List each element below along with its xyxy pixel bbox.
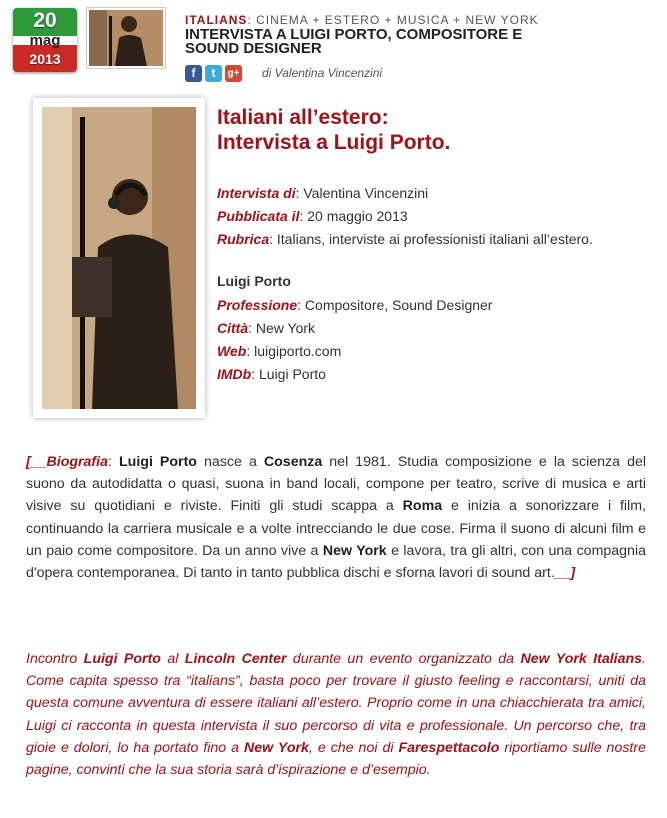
intro-bold: New York Italians — [520, 651, 643, 667]
profile-value: : New York — [248, 320, 316, 336]
article-headline — [217, 105, 450, 155]
bio-text: nasce a — [196, 454, 264, 470]
profile-label: IMDb — [217, 366, 252, 382]
meta-value: : 20 maggio 2013 — [299, 208, 408, 224]
intro-paragraph — [26, 648, 646, 781]
post-thumbnail[interactable] — [86, 7, 166, 69]
facebook-icon[interactable]: f — [185, 65, 202, 82]
post-title[interactable] — [185, 28, 615, 56]
meta-interviewer — [217, 183, 428, 203]
meta-column — [217, 229, 593, 249]
date-badge — [13, 8, 77, 72]
photo-image — [42, 107, 196, 409]
headline-line2: Intervista a Luigi Porto. — [217, 131, 451, 154]
intro-bold: Lincoln Center — [184, 651, 287, 667]
social-share — [185, 65, 242, 82]
intro-bold: Luigi Porto — [83, 651, 161, 667]
intro-bold: Farespettacolo — [398, 739, 500, 756]
headline-line1: Italiani all’estero: — [217, 106, 389, 129]
meta-value: : Valentina Vincenzini — [295, 185, 429, 201]
person-name: Luigi Porto — [217, 273, 291, 289]
post-category[interactable] — [185, 13, 539, 27]
post-title-line1: INTERVISTA A LUIGI PORTO, COMPOSITORE E — [185, 26, 523, 43]
bio-close: __] — [554, 565, 576, 582]
post-title-line2: SOUND DESIGNER — [185, 40, 322, 57]
profile-label: Professione — [217, 297, 298, 313]
meta-label: Rubrica — [217, 231, 270, 247]
profile-city — [217, 318, 315, 338]
profile-value: : Compositore, Sound Designer — [297, 297, 493, 313]
profile-profession — [217, 295, 492, 315]
date-day: 20 — [33, 9, 57, 32]
bio-text: : — [108, 454, 119, 470]
bio-city: Cosenza — [263, 454, 323, 470]
googleplus-icon[interactable]: g+ — [225, 65, 242, 82]
thumbnail-image — [89, 10, 163, 66]
category-main[interactable]: ITALIANS — [185, 13, 248, 27]
bio-text: e inizia a sonorizzare i film, continuando la carriera musicale e a volte intrecciando le due cose. Firma il suono di alcuni film e un paio come compositore. Da un anno vive a — [26, 498, 646, 559]
twitter-icon[interactable]: t — [205, 65, 222, 82]
bio-ny: New York — [322, 542, 387, 559]
biography — [26, 451, 646, 584]
intro-text: , e che noi di — [308, 739, 399, 756]
bio-text: e lavora, tra gli altri, con una compagnia d'opera contemporanea. Di tanto in tanto pubblica dischi e sforna lavori di sound art. — [26, 542, 646, 582]
date-year: 2013 — [29, 51, 61, 67]
intro-text: . Come capita spesso tra “italians”, basta poco per trovare il giusto feeling e raccontarsi, uniti da questa comune avventura di essere italiani all’estero. Proprio come in una chiacchierata tra amici, Luigi ci racconta in questa intervista il suo percorso di vita e professionale. Un percorso che, tra gioie e dolori, lo ha portato fino a — [26, 651, 646, 756]
date-month: mag — [29, 32, 61, 49]
interview-photo — [33, 98, 205, 418]
intro-bold: New York — [244, 739, 309, 756]
intro-text: al — [160, 651, 185, 667]
web-link[interactable]: : luigiporto.com — [246, 343, 342, 359]
meta-value: : Italians, interviste ai professionisti italiani all’estero. — [269, 231, 593, 247]
byline: di Valentina Vincenzini — [262, 66, 383, 80]
profile-label: Città — [217, 320, 249, 336]
bio-name: Luigi Porto — [119, 454, 197, 470]
profile-label: Web — [217, 343, 247, 359]
intro-text: durante un evento organizzato da — [286, 651, 521, 667]
meta-label: Intervista di — [217, 185, 296, 201]
profile-imdb[interactable] — [217, 364, 326, 384]
bio-rome: Roma — [402, 498, 443, 515]
meta-published — [217, 206, 408, 226]
category-tags[interactable]: : CINEMA + ESTERO + MUSICA + NEW YORK — [247, 13, 539, 27]
meta-label: Pubblicata il — [217, 208, 300, 224]
profile-web[interactable] — [217, 341, 341, 361]
imdb-link[interactable]: : Luigi Porto — [251, 366, 326, 382]
intro-text: riportiamo sulle nostre pagine, convinti che la sua storia sarà d’ispirazione e d’esempio. — [26, 739, 646, 779]
intro-text: Incontro — [26, 651, 84, 667]
bio-open: [__Biografia — [26, 454, 108, 470]
bio-text: nel 1981. Studia composizione e la scienza del suono da autodidatta o quasi, suona in band locali, compone per teatro, scrive di musica e arti visive su quotidiani e riviste. Finiti gli studi scappa a — [26, 454, 647, 515]
